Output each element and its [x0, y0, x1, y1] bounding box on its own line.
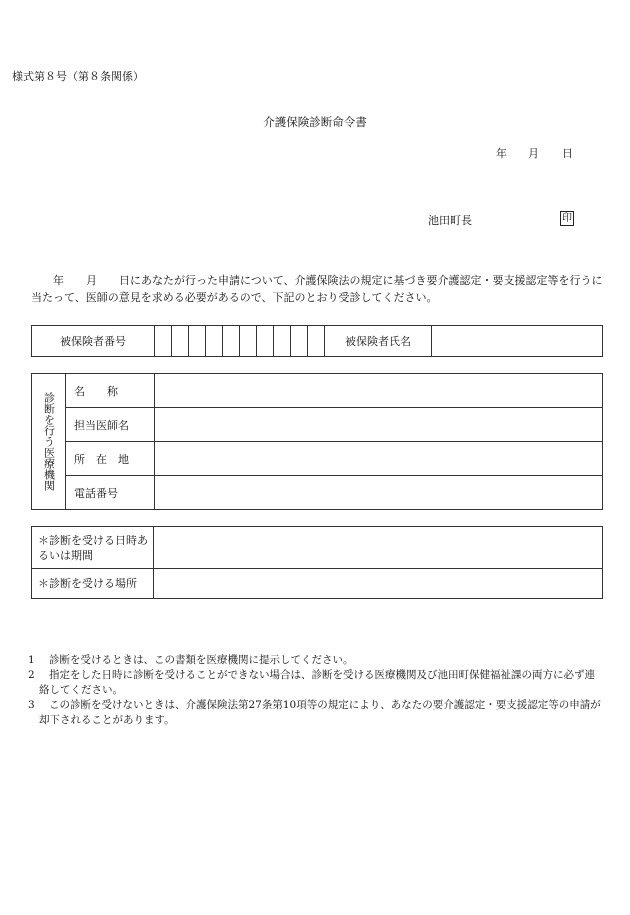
insured-number-digit[interactable]: [223, 326, 240, 357]
place-label: ＊診断を受ける場所: [32, 569, 154, 599]
seal-mark: 印: [562, 213, 572, 224]
note-item: [28, 668, 604, 698]
address-label: 所 在 地: [66, 442, 155, 476]
insured-number-digit[interactable]: [155, 326, 172, 357]
insured-number-label: 被保険者番号: [32, 326, 155, 357]
insured-number-digit[interactable]: [189, 326, 206, 357]
phone-field[interactable]: [155, 476, 603, 510]
notes-list: [28, 653, 604, 728]
note-text: この診断を受けないときは、介護保険法第27条第10項等の規定により、あなたの要介護認定・要支援認定等の申請が却下されることがあります。: [39, 699, 601, 726]
note-number: 2: [28, 669, 35, 681]
institution-row: [32, 408, 603, 442]
institution-table: [31, 373, 603, 510]
insured-table: [31, 325, 603, 357]
phone-label: 電話番号: [66, 476, 155, 510]
note-text: 診断を受けるときは、この書類を医療機関に提示してください。: [49, 654, 354, 666]
insured-number-digit[interactable]: [308, 326, 325, 357]
institution-name-field[interactable]: [155, 374, 603, 408]
insured-number-digit[interactable]: [274, 326, 291, 357]
issuer-name: 池田町長: [428, 214, 472, 227]
issue-date: [496, 145, 573, 161]
schedule-row: [32, 527, 603, 569]
insured-row: [32, 326, 603, 357]
institution-row: [32, 476, 603, 510]
institution-section-label: 診断を行う医療機関: [32, 374, 66, 510]
insured-number-digit[interactable]: [172, 326, 189, 357]
date-year: 年: [496, 147, 507, 160]
doctor-name-label: 担当医師名: [66, 408, 155, 442]
insured-number-digit[interactable]: [206, 326, 223, 357]
insured-number-digit[interactable]: [240, 326, 257, 357]
date-day: 日: [562, 147, 573, 160]
insured-number-digit[interactable]: [291, 326, 308, 357]
insured-number-digit[interactable]: [257, 326, 274, 357]
insured-name-label: 被保険者氏名: [325, 326, 432, 357]
doctor-name-field[interactable]: [155, 408, 603, 442]
note-item: [28, 698, 604, 728]
date-month: 月: [528, 147, 539, 160]
note-item: [28, 653, 604, 668]
address-field[interactable]: [155, 442, 603, 476]
place-field[interactable]: [154, 569, 603, 599]
form-number: 様式第８号（第８条関係）: [12, 70, 144, 83]
institution-row: [32, 442, 603, 476]
note-number: 3: [28, 699, 35, 711]
intro-paragraph: 年 月 日にあなたが行った申請について、介護保険法の規定に基づき要介護認定・要支援認定等を行うに当たって、医師の意見を求める必要があるので、下記のとおり受診してください。: [31, 274, 603, 304]
document-title: 介護保険診断命令書: [263, 115, 367, 129]
datetime-label: ＊診断を受ける日時あるいは期間: [32, 527, 154, 569]
datetime-field[interactable]: [154, 527, 603, 569]
note-text: 指定をした日時に診断を受けることができない場合は、診断を受ける医療機関及び池田町保健福祉課の両方に必ず連絡してください。: [39, 669, 595, 696]
insured-name-field[interactable]: [432, 326, 603, 357]
note-number: 1: [28, 654, 35, 666]
schedule-row: [32, 569, 603, 599]
institution-name-label: 名 称: [66, 374, 155, 408]
schedule-table: [31, 526, 603, 599]
institution-row: [32, 374, 603, 408]
